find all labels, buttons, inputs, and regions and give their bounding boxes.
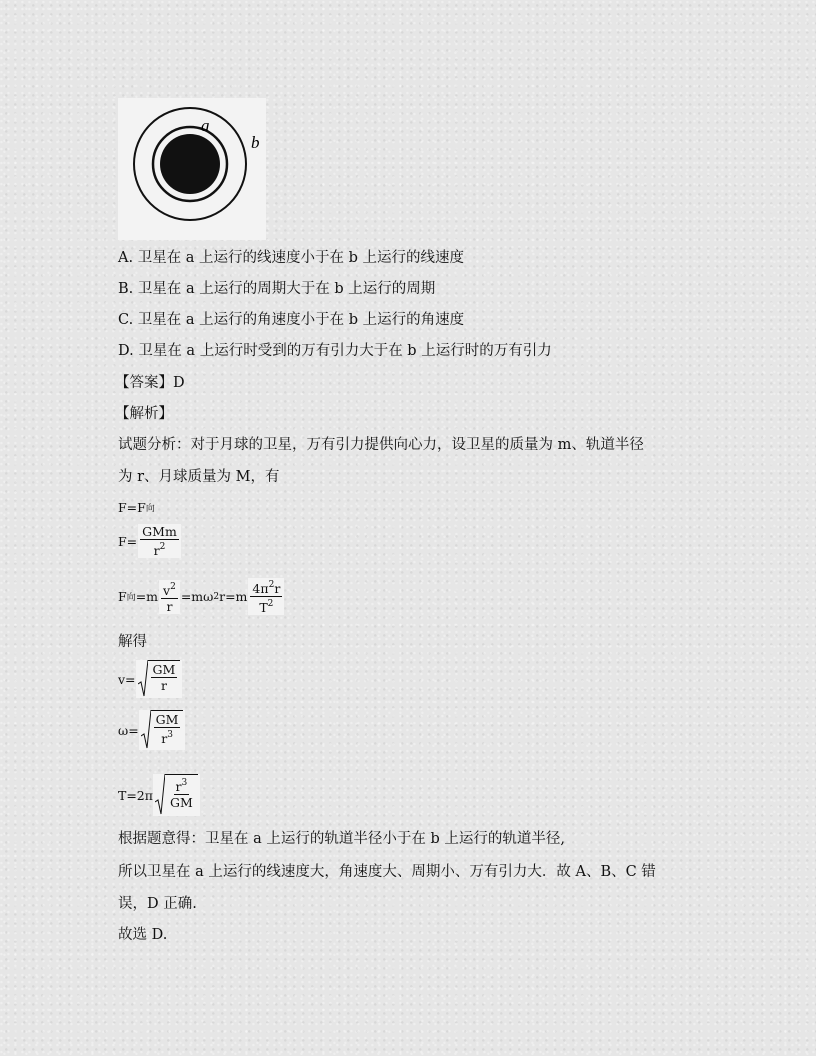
- orbit-a-label: a: [201, 116, 210, 135]
- option-d: D. 卫星在 a 上运行时受到的万有引力大于在 b 上运行时的万有引力: [118, 343, 552, 359]
- conclusion-line-4: 故选 D.: [118, 927, 168, 943]
- option-b: B. 卫星在 a 上运行的周期大于在 b 上运行的周期: [118, 281, 436, 297]
- radical-sign-icon: [138, 660, 148, 698]
- fraction-4pi2r-over-t2: $\frac{4\pi^2r}{T^2}$: [248, 578, 284, 615]
- fraction-v2-over-r: $\frac{v^2}{r}$: [159, 580, 180, 614]
- moon-disk: [160, 134, 220, 194]
- solve-label: 解得: [118, 634, 147, 650]
- conclusion-line-2: 所以卫星在 a 上运行的线速度大，角速度大、周期小、万有引力大．故 A、B、C 错: [118, 864, 656, 880]
- conclusion-line-1: 根据题意得：卫星在 a 上运行的轨道半径小于在 b 上运行的轨道半径,: [118, 831, 565, 847]
- equation-2: F= $\frac{\text{GMm}}{r^2}$: [118, 524, 182, 558]
- sqrt-r3-over-gm: $\frac{r^3}{GM}$: [153, 774, 200, 816]
- analysis-text-line-2: 为 r、月球质量为 M，有: [118, 469, 280, 485]
- equation-v: v= $\frac{GM}{r}$: [118, 660, 182, 698]
- radical-sign-icon: [155, 774, 165, 816]
- answer-line: 【答案】D: [115, 375, 185, 391]
- option-c: C. 卫星在 a 上运行的角速度小于在 b 上运行的角速度: [118, 312, 465, 328]
- orbit-diagram: [118, 98, 266, 240]
- option-a: A. 卫星在 a 上运行的线速度小于在 b 上运行的线速度: [118, 250, 465, 266]
- fraction-gmm-over-r2: $\frac{\text{GMm}}{r^2}$: [138, 524, 181, 558]
- equation-3: F 向 =m $\frac{v^2}{r}$ =mω 2 r=m $\frac{4\pi^2r}{T^2}$: [118, 578, 285, 615]
- conclusion-line-3: 误，D 正确.: [118, 896, 197, 912]
- orbit-b-label: b: [251, 133, 260, 152]
- analysis-heading: 【解析】: [115, 406, 173, 422]
- equation-1: F=F 向: [118, 500, 155, 515]
- sqrt-gm-over-r: $\frac{GM}{r}$: [136, 660, 183, 698]
- radical-sign-icon: [141, 710, 151, 750]
- orbit-figure: [118, 98, 266, 240]
- analysis-text-line-1: 试题分析：对于月球的卫星，万有引力提供向心力，设卫星的质量为 m、轨道半径: [118, 437, 644, 453]
- equation-omega: ω= $\frac{GM}{r^3}$: [118, 710, 185, 750]
- sqrt-gm-over-r3: $\frac{GM}{r^3}$: [139, 710, 186, 750]
- equation-t: T=2π $\frac{r^3}{GM}$: [118, 774, 200, 816]
